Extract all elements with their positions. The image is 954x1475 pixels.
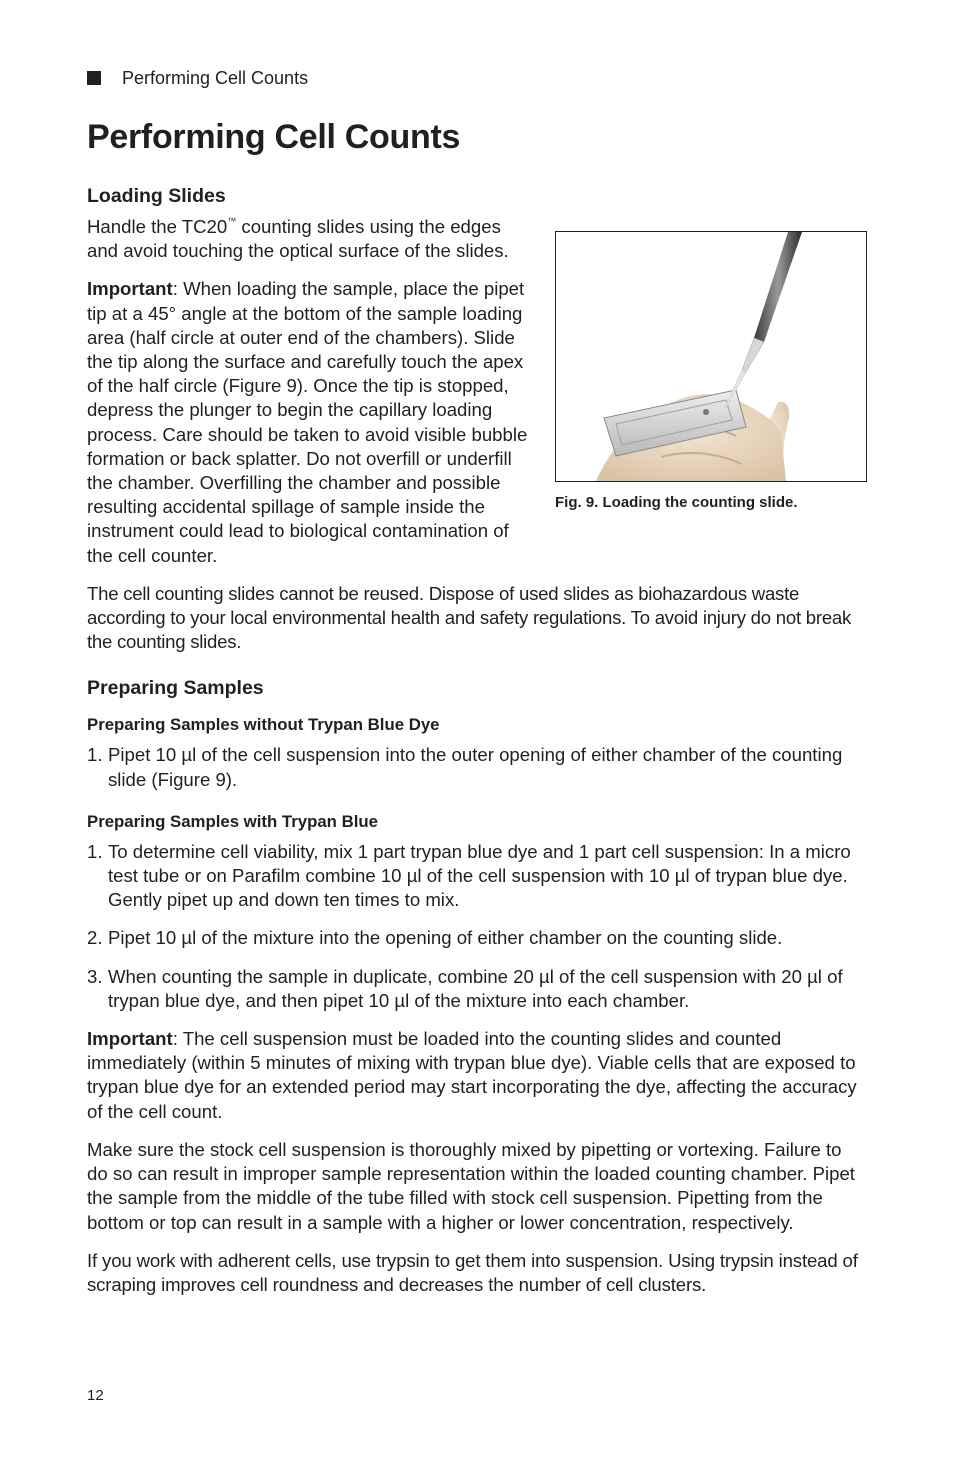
handle-slides-text-a: Handle the TC20 bbox=[87, 216, 228, 237]
running-header-label: Performing Cell Counts bbox=[122, 67, 309, 88]
figure-caption-text: Loading the counting slide. bbox=[598, 494, 798, 511]
subheading-without-trypan-blue: Preparing Samples without Trypan Blue Dye bbox=[87, 715, 440, 735]
important-trypan-text: : The cell suspension must be loaded into the counting slides and counted immediately (within 5 minutes of mixing with trypan blue dye). Viable cells that are exposed to trypan blue dye for an extended period may start incorporating the dye, affecting the accuracy of the cell count. bbox=[87, 1028, 857, 1122]
step-number: 2. bbox=[87, 927, 103, 949]
paragraph-adherent-cells: If you work with adherent cells, use trypsin to get them into suspension. Using trypsin instead of scraping improves cell roundness and decreases the number of cell clusters. bbox=[87, 1249, 858, 1295]
page-title: Performing Cell Counts bbox=[87, 118, 461, 156]
step-item bbox=[87, 965, 867, 1013]
main-content bbox=[87, 182, 867, 1311]
section-heading-preparing-samples: Preparing Samples bbox=[87, 677, 264, 700]
figure-caption-label: Fig. 9. bbox=[555, 494, 599, 511]
step-item bbox=[87, 743, 867, 791]
step-text: Pipet 10 µl of the mixture into the opening of either chamber on the counting slide. bbox=[108, 927, 783, 949]
steps-without-trypan-blue bbox=[87, 743, 867, 791]
header-square-marker bbox=[87, 71, 101, 85]
step-number: 1. bbox=[87, 840, 103, 862]
paragraph-important-trypan bbox=[87, 1027, 867, 1124]
pipet-and-slide-illustration bbox=[556, 232, 866, 481]
figure-caption bbox=[555, 493, 867, 513]
figure-9 bbox=[555, 231, 867, 513]
important-loading-text: : When loading the sample, place the pipet tip at a 45° angle at the bottom of the sample loading area (half circle at outer end of the chambers). Slide the tip along the surface and carefully touch the apex of the half circle (Figure 9). Once the tip is stopped, depress the plunger to begin the capillary loading process. Care should be taken to avoid visible bubble formation or back splatter. Do not overfill or underfill the chamber. Overfilling the chamber and possible resulting accidental spillage of sample inside the instrument could lead to biological contamination of the cell counter. bbox=[87, 278, 528, 566]
step-number: 3. bbox=[87, 965, 103, 987]
important-label: Important bbox=[87, 1028, 173, 1050]
step-text: To determine cell viability, mix 1 part trypan blue dye and 1 part cell suspension: In a micro test tube or on Parafilm combine 10 µl of the cell suspension with 10 µl of trypan blue dye. Gently pipet up and down ten times to mix. bbox=[108, 840, 851, 911]
page-number: 12 bbox=[87, 1387, 104, 1404]
figure-photo-pipet-loading-slide bbox=[555, 231, 867, 482]
step-item bbox=[87, 840, 867, 913]
paragraph-slides-not-reusable: The cell counting slides cannot be reused. Dispose of used slides as biohazardous waste according to your local environmental health and safety regulations. To avoid injury do not break the counting slides. bbox=[87, 582, 852, 653]
trademark-symbol: ™ bbox=[227, 216, 237, 226]
step-text: When counting the sample in duplicate, combine 20 µl of the cell suspension with 20 µl of trypan blue dye, and then pipet 10 µl of the mixture into each chamber. bbox=[108, 965, 843, 1011]
paragraph-mix-stock-suspension: Make sure the stock cell suspension is thoroughly mixed by pipetting or vortexing. Failure to do so can result in improper sample representation within the loaded counting chamber. Pipet the sample from the middle of the tube filled with stock cell suspension. Pipetting from the bottom or top can result in a sample with a higher or lower concentration, respectively. bbox=[87, 1138, 855, 1233]
handle-slides-text-b: counting slides using the edges and avoid touching the optical surface of the slides. bbox=[87, 216, 509, 262]
step-item bbox=[87, 926, 867, 950]
section-heading-loading-slides: Loading Slides bbox=[87, 185, 226, 207]
subheading-with-trypan-blue: Preparing Samples with Trypan Blue bbox=[87, 811, 378, 831]
step-text: Pipet 10 µl of the cell suspension into the outer opening of either chamber of the counting slide (Figure 9). bbox=[108, 744, 843, 790]
running-header bbox=[87, 66, 308, 90]
step-number: 1. bbox=[87, 744, 103, 766]
important-label: Important bbox=[87, 278, 173, 300]
steps-with-trypan-blue bbox=[87, 840, 867, 1013]
